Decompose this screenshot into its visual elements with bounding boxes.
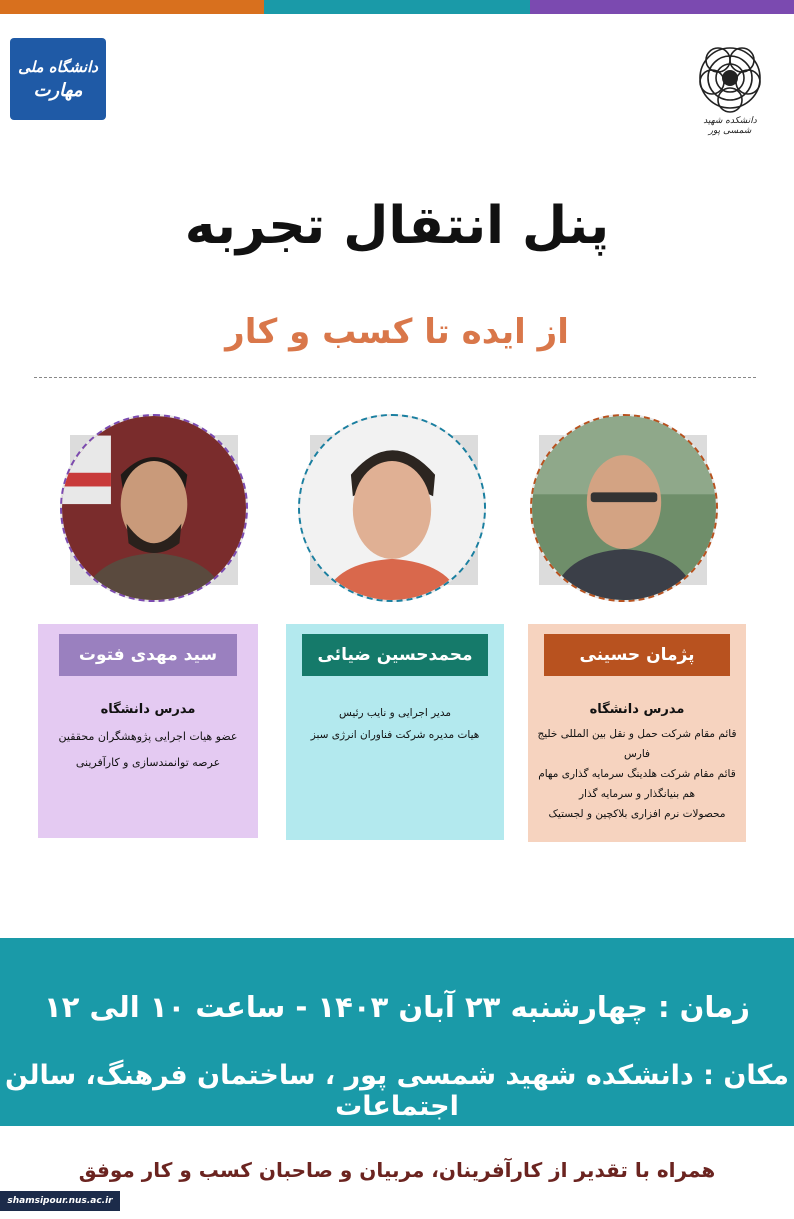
top-bar-purple xyxy=(530,0,794,14)
event-place: مکان : دانشکده شهید شمسی پور ، ساختمان فرهنگ، سالن اجتماعات xyxy=(5,1060,789,1122)
speaker-name-2: محمدحسین ضیائی xyxy=(302,634,488,676)
logo-line1: دانشگاه ملی xyxy=(18,57,98,76)
speaker-desc-line: قائم مقام شرکت هلدینگ سرمایه گذاری مهام xyxy=(538,768,736,780)
speaker-desc-1 xyxy=(534,724,740,824)
speaker-desc-line: عضو هیات اجرایی پژوهشگران محققین xyxy=(58,730,238,743)
poster-subtitle: از ایده تا کسب و کار xyxy=(225,312,569,352)
speaker-card-3 xyxy=(38,624,258,838)
faculty-seal-logo xyxy=(688,38,772,136)
speaker-name-1: پژمان حسینی xyxy=(544,634,730,676)
speaker-desc-line: محصولات نرم افزاری بلاکچین و لجستیک xyxy=(548,808,726,820)
site-watermark: shamsipour.nus.ac.ir xyxy=(0,1191,120,1211)
speaker-card-1 xyxy=(528,624,746,842)
speaker-desc-3 xyxy=(44,724,252,776)
avatar-icon xyxy=(62,416,246,600)
top-bar-orange xyxy=(0,0,264,14)
speaker-desc-line: هم بنیانگذار و سرمایه گذار xyxy=(578,788,696,800)
speaker-desc-line: مدیر اجرایی و نایب رئیس xyxy=(339,707,451,719)
speaker-photo-2 xyxy=(298,414,486,602)
avatar-icon xyxy=(532,416,716,600)
speaker-card-2 xyxy=(286,624,504,840)
avatar-icon xyxy=(300,416,484,600)
top-color-bar xyxy=(0,0,794,14)
speaker-photo-1 xyxy=(530,414,718,602)
logo-line2: مهارت xyxy=(33,79,83,101)
speaker-desc-line: هیات مدیره شرکت فناوران انرژی سبز xyxy=(310,729,480,741)
speaker-desc-2 xyxy=(292,702,498,746)
speaker-desc-line: عرصه توانمندسازی و کارآفرینی xyxy=(75,756,221,769)
event-time: زمان : چهارشنبه ۲۳ آبان ۱۴۰۳ - ساعت ۱۰ الی ۱۲ xyxy=(44,990,750,1024)
speaker-role-3: مدرس دانشگاه xyxy=(100,702,196,717)
dashed-divider xyxy=(34,377,756,378)
poster-title: پنل انتقال تجربه xyxy=(184,196,610,256)
speaker-name-3: سید مهدی فتوت xyxy=(59,634,237,676)
speaker-desc-line: قائم مقام شرکت حمل و نقل بین المللی خلیج فارس xyxy=(537,728,737,760)
footer-note: همراه با تقدیر از کارآفرینان، مربیان و صاحبان کسب و کار موفق xyxy=(78,1158,716,1182)
skill-university-logo xyxy=(10,38,106,120)
speaker-photo-3 xyxy=(60,414,248,602)
seal-emblem-icon xyxy=(688,38,772,122)
speaker-role-1: مدرس دانشگاه xyxy=(589,702,685,717)
event-info-panel xyxy=(0,938,794,1126)
top-bar-teal xyxy=(264,0,530,14)
seal-caption: دانشکده شهید شمسی پور xyxy=(703,116,757,136)
